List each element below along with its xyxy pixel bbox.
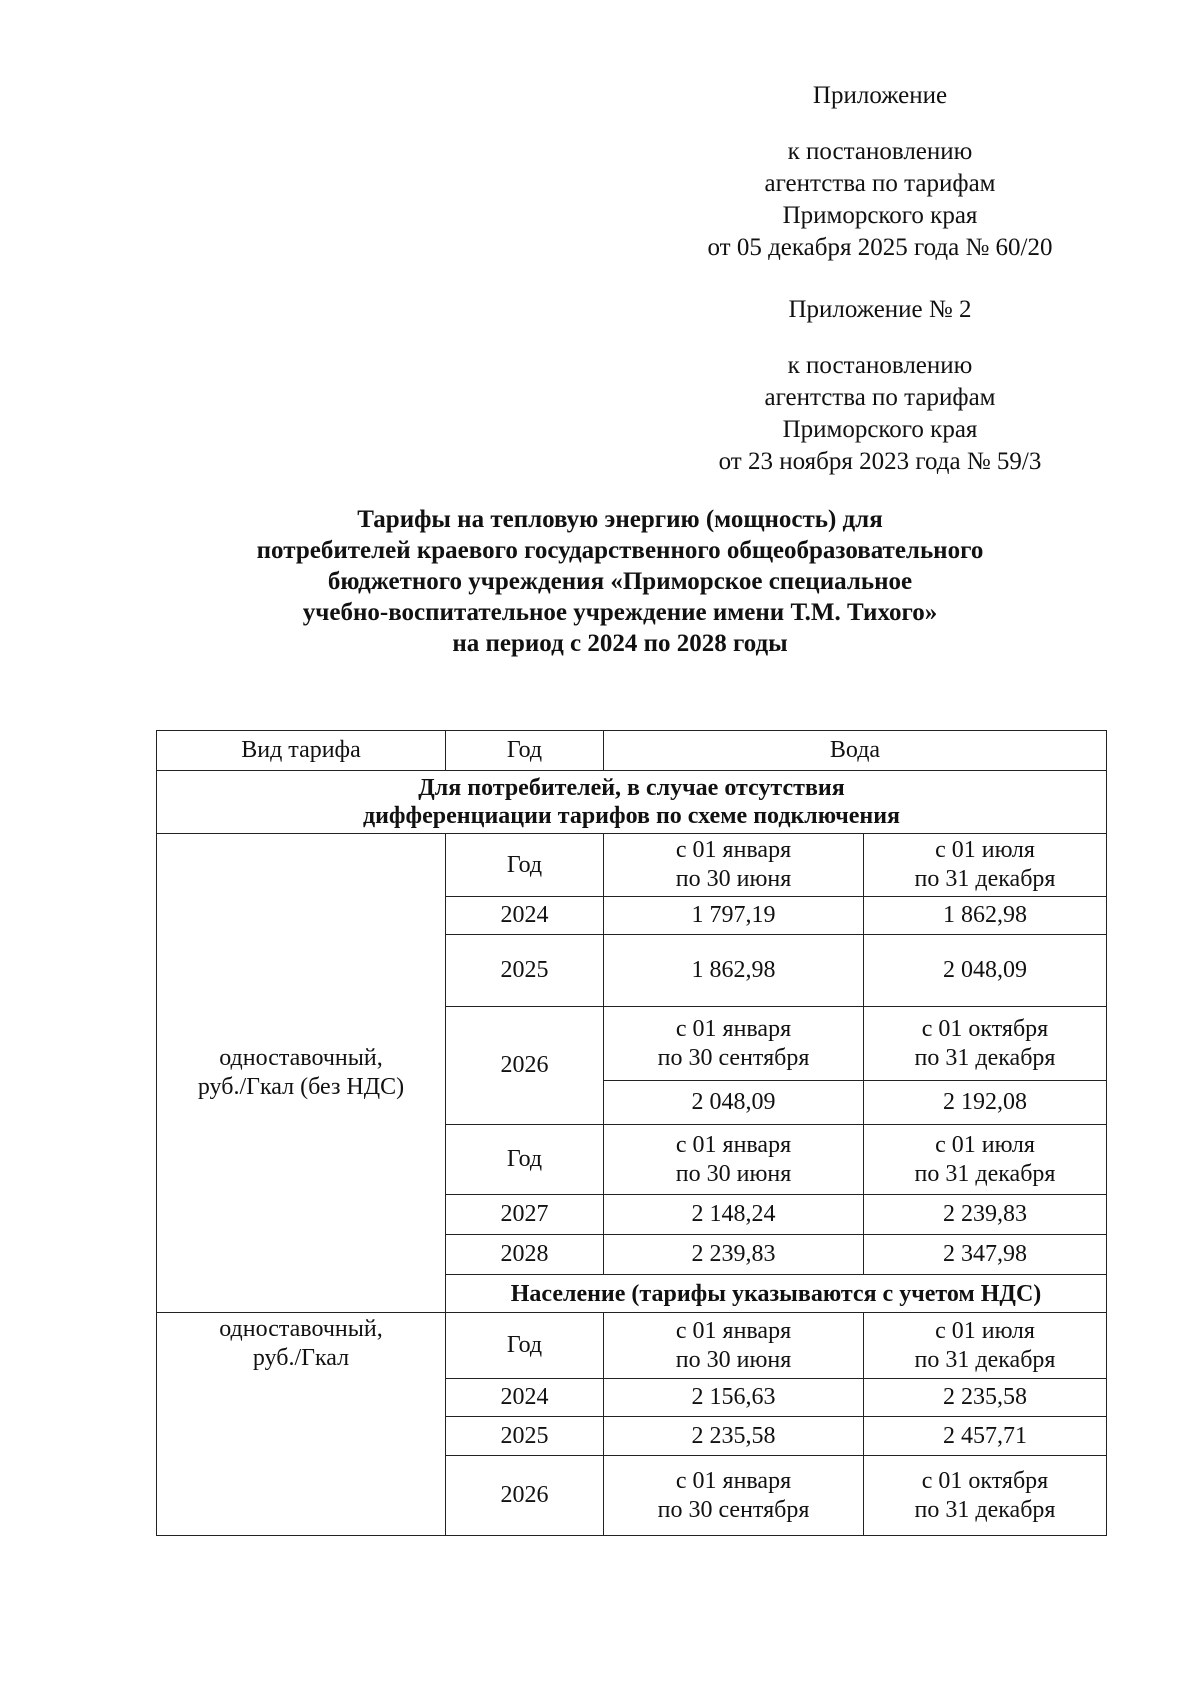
document-title — [150, 504, 1090, 659]
tariff-type-line: руб./Гкал — [252, 1345, 350, 1371]
table-row — [157, 834, 1107, 897]
title-line: потребителей краевого государственного общеобразовательного — [256, 537, 984, 564]
value-cell: 1 862,98 — [864, 897, 1107, 935]
period-line: по 31 декабря — [914, 1496, 1056, 1523]
appendix-line: от 05 декабря 2025 года № 60/20 — [707, 234, 1053, 261]
period-line: с 01 января — [675, 837, 792, 863]
tariffs-table — [156, 730, 1107, 1536]
period-cell — [864, 1125, 1107, 1195]
header-water: Вода — [604, 731, 1107, 771]
year-cell: 2025 — [446, 1417, 604, 1456]
appendix-line: Приморского края — [782, 202, 978, 229]
period-line: по 30 июня — [675, 866, 792, 892]
value-cell: 2 192,08 — [864, 1081, 1107, 1125]
value-cell: 1 862,98 — [604, 935, 864, 1007]
value-cell: 2 148,24 — [604, 1195, 864, 1235]
period-cell — [604, 1456, 864, 1536]
value-cell: 2 457,71 — [864, 1417, 1107, 1456]
value-cell: 2 048,09 — [604, 1081, 864, 1125]
period-line: по 30 сентября — [657, 1044, 810, 1071]
appendix-header — [660, 80, 1100, 264]
value-cell: 2 156,63 — [604, 1379, 864, 1417]
period-cell — [864, 1007, 1107, 1081]
period-line: по 30 сентября — [657, 1496, 810, 1523]
period-line: по 31 декабря — [914, 1346, 1056, 1373]
period-line: по 31 декабря — [914, 1160, 1056, 1187]
period-line: с 01 июля — [935, 1317, 1035, 1344]
year-cell: 2024 — [446, 1379, 604, 1417]
title-line: учебно-воспитательное учреждение имени Т.М. Тихого» — [302, 599, 938, 626]
period-line: с 01 октября — [921, 1015, 1049, 1042]
period-line: по 31 декабря — [914, 1044, 1056, 1071]
header-tariff-type: Вид тарифа — [157, 731, 446, 771]
table-row — [157, 1313, 1107, 1379]
title-line: Тарифы на тепловую энергию (мощность) для — [357, 506, 883, 533]
tariff-type-line: одноставочный, — [219, 1316, 383, 1342]
appendix-2-line: агентства по тарифам — [764, 384, 996, 411]
appendix-line: к постановлению — [787, 138, 973, 165]
appendix-2-line: Приморского края — [782, 416, 978, 443]
year-cell: Год — [446, 1313, 604, 1379]
value-cell: 1 797,19 — [604, 897, 864, 935]
period-cell — [864, 1456, 1107, 1536]
tariff-type-cell — [157, 834, 446, 1313]
appendix-2-line: к постановлению — [787, 352, 973, 379]
period-line: по 31 декабря — [914, 866, 1056, 892]
header-year: Год — [446, 731, 604, 771]
period-line: с 01 января — [675, 1131, 792, 1158]
period-line: по 30 июня — [675, 1346, 792, 1373]
period-line: по 30 июня — [675, 1160, 792, 1187]
section-title-line: Для потребителей, в случае отсутствия — [418, 775, 845, 801]
year-cell: 2028 — [446, 1235, 604, 1275]
period-line: с 01 января — [675, 1467, 792, 1494]
appendix-2-title: Приложение № 2 — [788, 296, 972, 323]
period-cell — [604, 1125, 864, 1195]
section-title — [157, 771, 1107, 834]
table-header-row — [157, 731, 1107, 771]
section-title-line: дифференциации тарифов по схеме подключения — [362, 803, 901, 829]
period-cell — [604, 1007, 864, 1081]
period-line: с 01 июля — [935, 1131, 1035, 1158]
period-cell — [604, 834, 864, 897]
tariff-type-line: руб./Гкал (без НДС) — [197, 1074, 405, 1100]
year-cell: 2027 — [446, 1195, 604, 1235]
year-cell: 2026 — [446, 1456, 604, 1536]
section-title: Население (тарифы указываются с учетом НДС) — [446, 1275, 1107, 1313]
tariff-type-line: одноставочный, — [219, 1045, 383, 1071]
value-cell: 2 235,58 — [604, 1417, 864, 1456]
value-cell: 2 239,83 — [864, 1195, 1107, 1235]
tariff-type-cell — [157, 1313, 446, 1536]
period-cell — [864, 1313, 1107, 1379]
title-line: на период с 2024 по 2028 годы — [452, 630, 788, 657]
period-line: с 01 января — [675, 1317, 792, 1344]
year-cell: 2024 — [446, 897, 604, 935]
period-line: с 01 июля — [935, 837, 1035, 863]
period-cell — [604, 1313, 864, 1379]
section-row — [157, 771, 1107, 834]
value-cell: 2 347,98 — [864, 1235, 1107, 1275]
year-cell: Год — [446, 834, 604, 897]
title-line: бюджетного учреждения «Приморское специальное — [327, 568, 913, 595]
appendix-2-header — [660, 294, 1100, 478]
appendix-line: агентства по тарифам — [764, 170, 996, 197]
year-cell: Год — [446, 1125, 604, 1195]
appendix-title: Приложение — [812, 82, 948, 109]
year-cell: 2025 — [446, 935, 604, 1007]
year-cell: 2026 — [446, 1007, 604, 1125]
value-cell: 2 239,83 — [604, 1235, 864, 1275]
period-line: с 01 октября — [921, 1467, 1049, 1494]
period-line: с 01 января — [675, 1015, 792, 1042]
period-cell — [864, 834, 1107, 897]
appendix-2-line: от 23 ноября 2023 года № 59/3 — [718, 448, 1042, 475]
value-cell: 2 048,09 — [864, 935, 1107, 1007]
value-cell: 2 235,58 — [864, 1379, 1107, 1417]
